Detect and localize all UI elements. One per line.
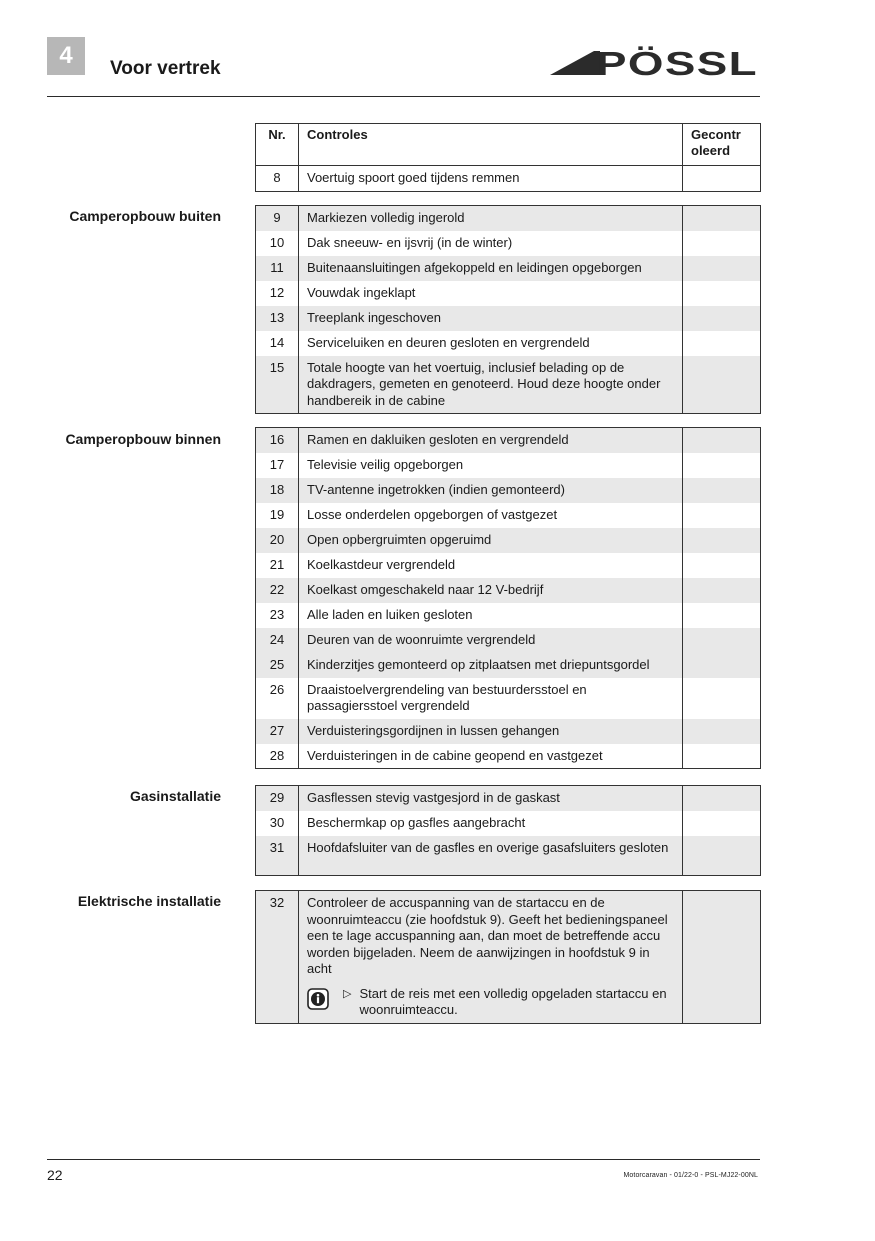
checked-cell[interactable] [683,578,761,603]
table-row [256,603,761,628]
checked-cell[interactable] [683,231,761,256]
section-label-gasinstallatie: Gasinstallatie [129,788,221,804]
info-icon [307,988,329,1010]
checked-cell[interactable] [683,331,761,356]
table-row [256,281,761,306]
table-row [256,231,761,256]
row-control-text: Serviceluiken en deuren gesloten en vergrendeld [299,331,683,356]
checked-cell[interactable] [683,678,761,719]
row-number: 9 [256,206,299,231]
page-title: Voor vertrek [110,58,221,79]
brand-logo [550,45,760,79]
row-control-text: Alle laden en luiken gesloten [299,603,683,628]
row-control-text: Draaistoelvergrendeling van bestuurdersstoel en passagiersstoel vergrendeld [299,678,683,719]
checked-cell[interactable] [683,453,761,478]
row-control-cell [299,891,683,1024]
section-label-camperopbouw-buiten: Camperopbouw buiten [69,208,221,224]
header-rule [47,96,760,97]
checked-cell[interactable] [683,528,761,553]
checked-cell[interactable] [683,836,761,876]
row-control-text: Totale hoogte van het voertuig, inclusief belading op de dakdragers, gemeten en genoteerd. Houd deze hoogte onder handbereik in de cabine [299,356,683,414]
checked-cell[interactable] [683,478,761,503]
table-row [256,653,761,678]
row-control-text: Koelkast omgeschakeld naar 12 V-bedrijf [299,578,683,603]
row-number: 8 [256,166,299,192]
table-row [256,166,761,192]
row-control-text: Hoofdafsluiter van de gasfles en overige gasafsluiters gesloten [299,836,683,876]
row-number: 12 [256,281,299,306]
checklist-header-table [255,123,761,192]
row-number: 19 [256,503,299,528]
checked-cell[interactable] [683,628,761,653]
column-header-checked [683,124,761,166]
checklist-table-gasinstallatie [255,785,761,876]
row-number: 25 [256,653,299,678]
table-row [256,478,761,503]
table-row [256,356,761,414]
checked-cell[interactable] [683,306,761,331]
table-row [256,206,761,231]
row-number: 13 [256,306,299,331]
checklist-table-camperopbouw-buiten [255,205,761,414]
row-control-text: Ramen en dakluiken gesloten en vergrendeld [299,428,683,453]
row-control-text: Verduisteringsgordijnen in lussen gehangen [299,719,683,744]
column-header-checked-line2: oleerd [691,143,731,158]
column-header-checked-line1: Gecontr [691,127,741,142]
row-number: 11 [256,256,299,281]
row-number: 29 [256,786,299,811]
column-header-controls: Controles [299,124,683,166]
row-control-text: Treeplank ingeschoven [299,306,683,331]
checked-cell[interactable] [683,206,761,231]
tip-text: Start de reis met een volledig opgeladen startaccu en woonruimteaccu. [359,985,667,1017]
table-row [256,428,761,453]
checked-cell[interactable] [683,553,761,578]
row-control-text: Televisie veilig opgeborgen [299,453,683,478]
logo-swoosh-icon [550,51,600,75]
checked-cell[interactable] [683,891,761,1024]
checked-cell[interactable] [683,603,761,628]
table-row [256,811,761,836]
row-control-text: Open opbergruimten opgeruimd [299,528,683,553]
row-control-text: Beschermkap op gasfles aangebracht [299,811,683,836]
checked-cell[interactable] [683,356,761,414]
checked-cell[interactable] [683,811,761,836]
checked-cell[interactable] [683,256,761,281]
row-number: 32 [256,891,299,1024]
bullet-arrow-icon: ▷ [343,987,352,1000]
row-number: 21 [256,553,299,578]
row-number: 20 [256,528,299,553]
page-number: 22 [47,1167,63,1183]
row-number: 30 [256,811,299,836]
row-control-text: Verduisteringen in de cabine geopend en vastgezet [299,744,683,769]
column-header-nr: Nr. [256,124,299,166]
document-reference: Motorcaravan - 01/22-0 - PSL-MJ22-00NL [623,1172,758,1179]
checked-cell[interactable] [683,744,761,769]
row-control-text: Dak sneeuw- en ijsvrij (in de winter) [299,231,683,256]
checked-cell[interactable] [683,166,761,192]
footer-rule [47,1159,760,1160]
table-row [256,891,761,1024]
table-row [256,719,761,744]
checked-cell[interactable] [683,653,761,678]
checked-cell[interactable] [683,786,761,811]
table-row [256,744,761,769]
checked-cell[interactable] [683,503,761,528]
row-control-text: Losse onderdelen opgeborgen of vastgezet [299,503,683,528]
row-number: 27 [256,719,299,744]
chapter-number-box: 4 [47,37,85,75]
row-control-text: Koelkastdeur vergrendeld [299,553,683,578]
table-row [256,628,761,653]
row-control-text: Deuren van de woonruimte vergrendeld [299,628,683,653]
row-control-text: Voertuig spoort goed tijdens remmen [299,166,683,192]
checklist-table-elektrische-installatie [255,890,761,1024]
checked-cell[interactable] [683,719,761,744]
row-control-text: Markiezen volledig ingerold [299,206,683,231]
checked-cell[interactable] [683,428,761,453]
table-row [256,836,761,876]
section-label-elektrische-installatie: Elektrische installatie [77,893,221,909]
table-row [256,553,761,578]
table-row [256,786,761,811]
row-number: 14 [256,331,299,356]
info-tip [307,986,674,1019]
row-number: 10 [256,231,299,256]
row-control-text: TV-antenne ingetrokken (indien gemonteerd) [299,478,683,503]
table-row [256,503,761,528]
row-number: 23 [256,603,299,628]
row-number: 15 [256,356,299,414]
checklist-table-camperopbouw-binnen [255,427,761,769]
table-row [256,256,761,281]
row-number: 22 [256,578,299,603]
table-row [256,306,761,331]
row-control-text: Vouwdak ingeklapt [299,281,683,306]
row-control-text: Controleer de accuspanning van de startaccu en de woonruimteaccu (zie hoofdstuk 9). Geeft het bedieningspaneel een te lage accuspanning aan, dan moet de betreffende accu worden bijgeladen. Neem de aanwijzingen in hoofdstuk 9 in acht [307,895,668,976]
checked-cell[interactable] [683,281,761,306]
row-number: 16 [256,428,299,453]
row-control-text: Kinderzitjes gemonteerd op zitplaatsen met driepuntsgordel [299,653,683,678]
row-control-text: Buitenaansluitingen afgekoppeld en leidingen opgeborgen [299,256,683,281]
table-row [256,678,761,719]
section-label-camperopbouw-binnen: Camperopbouw binnen [65,431,221,447]
row-number: 24 [256,628,299,653]
row-number: 18 [256,478,299,503]
brand-wordmark: PÖSSL [596,45,758,79]
table-row [256,528,761,553]
row-number: 17 [256,453,299,478]
row-control-text: Gasflessen stevig vastgesjord in de gaskast [299,786,683,811]
row-number: 31 [256,836,299,876]
row-number: 28 [256,744,299,769]
table-row [256,578,761,603]
row-number: 26 [256,678,299,719]
table-row [256,453,761,478]
table-row [256,331,761,356]
